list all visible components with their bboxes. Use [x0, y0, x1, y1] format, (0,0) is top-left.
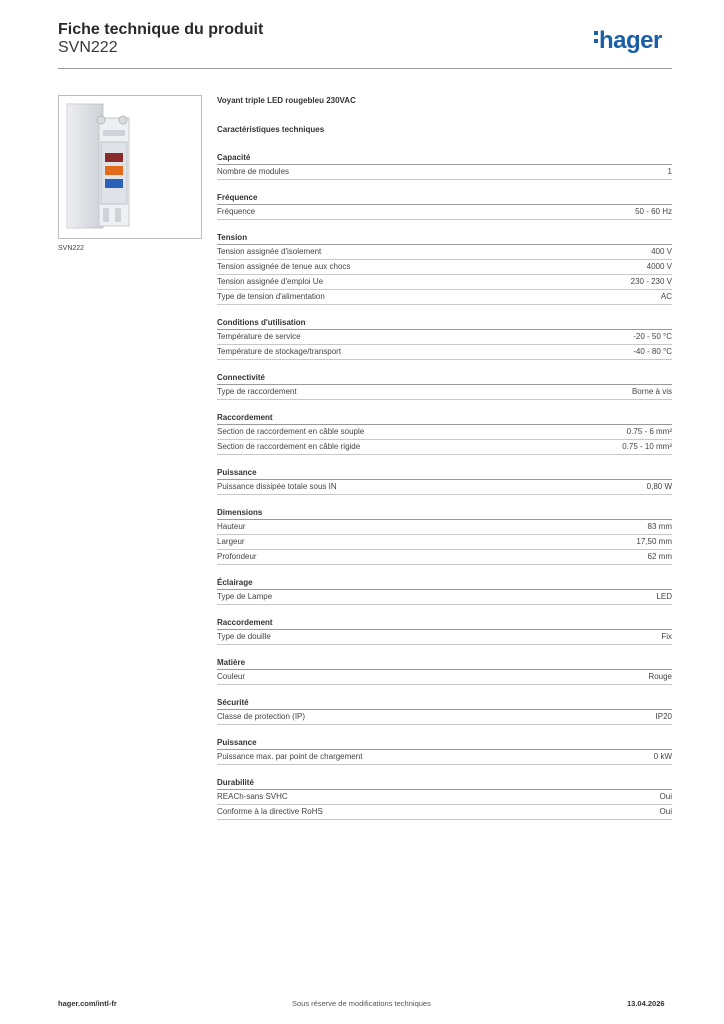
spec-group-title: Durabilité [217, 777, 672, 790]
spec-row [217, 790, 672, 805]
spec-row [217, 550, 672, 565]
led-red [105, 153, 123, 162]
spec-group [217, 232, 672, 305]
spec-label: Couleur [217, 672, 246, 681]
spec-row [217, 290, 672, 305]
spec-label: Tension assignée d'emploi Ue [217, 277, 324, 286]
spec-value: -40 - 80 °C [633, 347, 672, 356]
spec-label: Hauteur [217, 522, 246, 531]
spec-label: Puissance dissipée totale sous IN [217, 482, 337, 491]
spec-row [217, 165, 672, 180]
spec-value: 17,50 mm [636, 537, 672, 546]
spec-group-title: Puissance [217, 737, 672, 750]
photo-caption: SVN222 [58, 245, 85, 252]
spec-row [217, 805, 672, 820]
spec-content [217, 95, 672, 820]
spec-row [217, 710, 672, 725]
spec-group [217, 152, 672, 180]
product-photo [58, 95, 202, 239]
spec-row [217, 245, 672, 260]
spec-group-title: Tension [217, 232, 672, 245]
spec-group-title: Fréquence [217, 192, 672, 205]
spec-row [217, 750, 672, 765]
spec-group-title: Raccordement [217, 617, 672, 630]
spec-label: Largeur [217, 537, 245, 546]
spec-label: Section de raccordement en câble souple [217, 427, 365, 436]
spec-label: Type de douille [217, 632, 271, 641]
spec-group [217, 372, 672, 400]
spec-value: Fix [661, 632, 672, 641]
spec-label: Section de raccordement en câble rigide [217, 442, 361, 451]
spec-value: LED [656, 592, 672, 601]
spec-group [217, 617, 672, 645]
spec-group [217, 577, 672, 605]
led-blue [105, 179, 123, 188]
spec-row [217, 425, 672, 440]
spec-value: 83 mm [647, 522, 672, 531]
spec-group-title: Capacité [217, 152, 672, 165]
spec-value: 1 [667, 167, 672, 176]
spec-label: Température de stockage/transport [217, 347, 342, 356]
spec-value: Borne à vis [631, 387, 672, 396]
spec-group-title: Dimensions [217, 507, 672, 520]
spec-group [217, 777, 672, 820]
spec-value: 0.75 - 6 mm² [626, 427, 672, 436]
spec-group-title: Connectivité [217, 372, 672, 385]
footer-site-link[interactable]: hager.com/intl-fr [58, 999, 117, 1008]
product-description: Voyant triple LED rougebleu 230VAC [217, 96, 356, 105]
spec-label: Nombre de modules [217, 167, 290, 176]
spec-group [217, 317, 672, 360]
led-orange [105, 166, 123, 175]
spec-value: 0.75 - 10 mm² [622, 442, 672, 451]
footer-notice: Sous réserve de modifications techniques [292, 999, 431, 1008]
spec-label: Température de service [217, 332, 301, 341]
spec-value: Oui [659, 792, 672, 801]
spec-row [217, 480, 672, 495]
spec-label: Classe de protection (IP) [217, 712, 306, 721]
spec-group [217, 192, 672, 220]
spec-label: Tension assignée d'isolement [217, 247, 322, 256]
product-code: SVN222 [58, 39, 118, 56]
spec-group-title: Matière [217, 657, 672, 670]
spec-row [217, 330, 672, 345]
spec-row [217, 345, 672, 360]
spec-group-title: Sécurité [217, 697, 672, 710]
spec-value: 50 - 60 Hz [635, 207, 672, 216]
spec-value: 0,80 W [646, 482, 672, 491]
spec-label: Type de tension d'alimentation [217, 292, 325, 301]
spec-group [217, 412, 672, 455]
spec-row [217, 590, 672, 605]
spec-row [217, 440, 672, 455]
page-title: Fiche technique du produit [58, 21, 264, 38]
spec-value: -20 - 50 °C [633, 332, 672, 341]
spec-group-title: Puissance [217, 467, 672, 480]
spec-row [217, 205, 672, 220]
spec-value: 62 mm [647, 552, 672, 561]
spec-value: AC [660, 292, 672, 301]
spec-label: Tension assignée de tenue aux chocs [217, 262, 351, 271]
spec-value: IP20 [655, 712, 672, 721]
header-divider [58, 68, 672, 69]
spec-group-title: Raccordement [217, 412, 672, 425]
spec-label: Type de raccordement [217, 387, 297, 396]
spec-value: Oui [659, 807, 672, 816]
technical-characteristics-heading: Caractéristiques techniques [217, 125, 325, 134]
spec-group [217, 697, 672, 725]
spec-row [217, 630, 672, 645]
footer-date: 13.04.2026 [627, 999, 665, 1008]
spec-group [217, 507, 672, 565]
spec-value: 230 - 230 V [630, 277, 672, 286]
spec-value: 400 V [651, 247, 672, 256]
spec-row [217, 535, 672, 550]
spec-row [217, 260, 672, 275]
logo-dots-icon [594, 27, 599, 47]
spec-label: REACh-sans SVHC [217, 792, 288, 801]
spec-group [217, 657, 672, 685]
spec-value: 0 kW [653, 752, 672, 761]
led-indicator-module-icon [59, 96, 201, 238]
spec-label: Type de Lampe [217, 592, 273, 601]
spec-group [217, 467, 672, 495]
spec-row [217, 520, 672, 535]
spec-value: 4000 V [646, 262, 672, 271]
spec-label: Profondeur [217, 552, 257, 561]
spec-label: Fréquence [217, 207, 256, 216]
spec-group [217, 737, 672, 765]
spec-group-title: Conditions d'utilisation [217, 317, 672, 330]
spec-group-title: Éclairage [217, 577, 672, 590]
spec-value: Rouge [648, 672, 672, 681]
spec-label: Conforme à la directive RoHS [217, 807, 323, 816]
spec-groups [217, 152, 672, 820]
spec-label: Puissance max. par point de chargement [217, 752, 363, 761]
spec-row [217, 670, 672, 685]
spec-row [217, 275, 672, 290]
spec-row [217, 385, 672, 400]
logo-text: hager [599, 27, 662, 54]
hager-logo [594, 27, 662, 55]
